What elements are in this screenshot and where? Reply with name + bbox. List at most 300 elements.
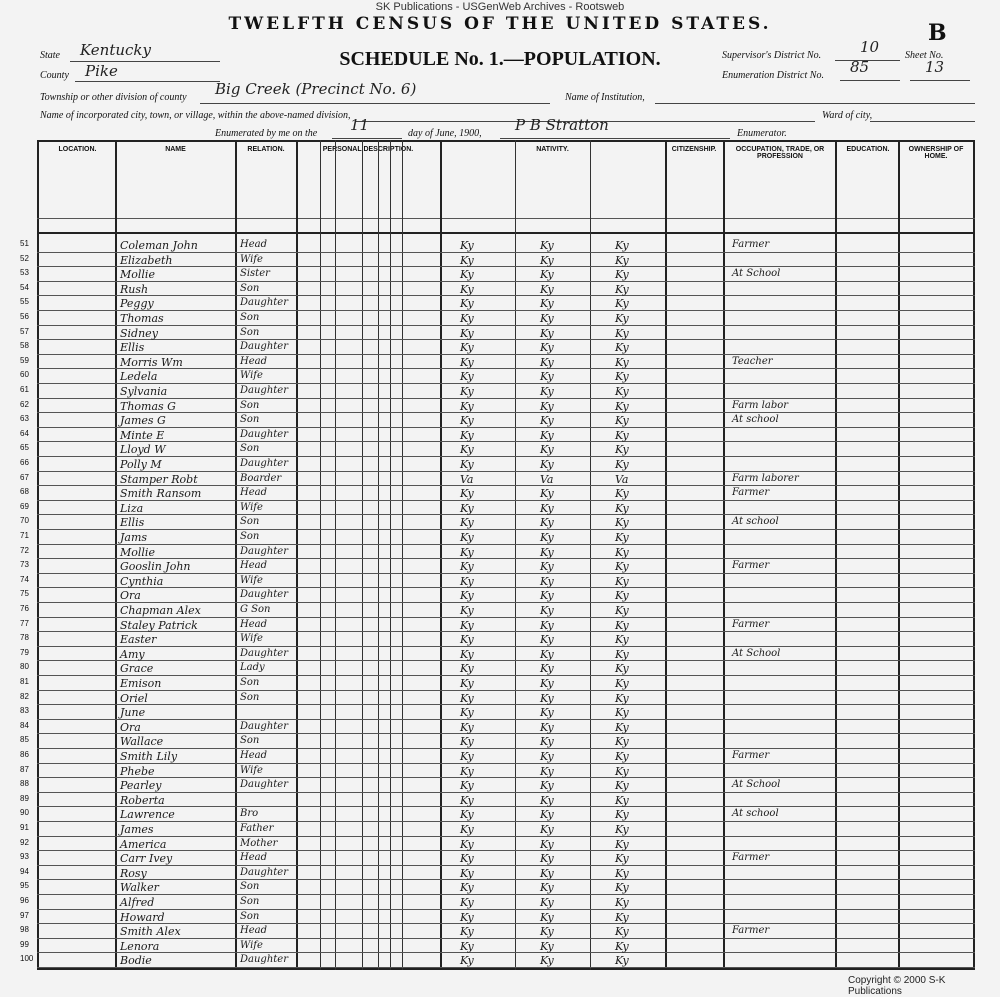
birthplace-father: Ky <box>540 662 554 676</box>
divider-relation <box>296 140 298 970</box>
birthplace-person: Ky <box>460 443 474 457</box>
birthplace-person: Ky <box>460 662 474 676</box>
person-relation: Son <box>240 735 260 747</box>
divider-education <box>898 140 900 970</box>
person-name: Mollie <box>120 268 155 282</box>
row-rule <box>37 514 975 515</box>
row-rule <box>37 894 975 895</box>
birthplace-mother: Ky <box>615 487 629 501</box>
birthplace-mother: Ky <box>615 881 629 895</box>
birthplace-father: Ky <box>540 312 554 325</box>
birthplace-mother: Ky <box>615 939 629 953</box>
row-number: 72 <box>20 545 29 555</box>
person-relation: Son <box>240 443 260 455</box>
birthplace-mother: Va <box>615 472 629 486</box>
birthplace-person: Ky <box>460 239 474 252</box>
row-number: 60 <box>20 370 29 380</box>
row-rule <box>37 471 975 472</box>
row-rule <box>37 660 975 661</box>
row-rule <box>37 821 975 822</box>
birthplace-father: Ky <box>540 677 554 690</box>
row-number: 98 <box>20 925 29 935</box>
row-rule <box>37 748 975 749</box>
row-rule <box>37 967 975 968</box>
enumerator-value: P B Stratton <box>515 116 609 134</box>
row-number: 62 <box>20 399 29 409</box>
row-number: 77 <box>20 618 29 628</box>
sheet-value: 13 <box>925 58 945 76</box>
birthplace-person: Ky <box>460 691 474 705</box>
birthplace-person: Ky <box>460 954 474 968</box>
row-number: 54 <box>20 282 29 292</box>
row-number: 94 <box>20 866 29 876</box>
birthplace-person: Ky <box>460 326 474 340</box>
divider-personal <box>440 140 442 970</box>
row-rule <box>37 704 975 705</box>
birthplace-mother: Ky <box>615 750 629 763</box>
occupation: At school <box>732 414 779 426</box>
birthplace-father: Ky <box>540 866 554 880</box>
watermark-text: SK Publications - USGenWeb Archives - Rootsweb <box>375 1 625 13</box>
birthplace-person: Ky <box>460 720 474 734</box>
enumeration-district-label: Enumeration District No. <box>722 70 824 81</box>
header-location: LOCATION. <box>58 146 97 153</box>
birthplace-person: Ky <box>460 925 474 939</box>
birthplace-person: Ky <box>460 764 474 778</box>
row-number: 63 <box>20 414 29 424</box>
person-relation: Head <box>240 487 268 499</box>
birthplace-father: Ky <box>540 428 554 442</box>
row-rule <box>37 675 975 676</box>
birthplace-father: Ky <box>540 560 554 574</box>
person-relation: Son <box>240 414 260 426</box>
row-number: 73 <box>20 560 29 570</box>
row-number: 68 <box>20 487 29 497</box>
person-relation: Wife <box>240 501 263 513</box>
person-name: Gooslin John <box>120 560 191 574</box>
birthplace-father: Ky <box>540 282 554 296</box>
occupation: Farmer <box>732 618 770 630</box>
person-name: Sidney <box>120 326 158 340</box>
row-rule <box>37 383 975 384</box>
birthplace-father: Ky <box>540 881 554 895</box>
person-relation: Head <box>240 852 268 864</box>
person-name: Bodie <box>120 954 152 968</box>
row-rule <box>37 587 975 588</box>
birthplace-father: Ky <box>540 852 554 866</box>
birthplace-mother: Ky <box>615 355 629 369</box>
birthplace-father: Ky <box>540 910 554 924</box>
person-name: Phebe <box>120 764 155 778</box>
birthplace-person: Ky <box>460 633 474 647</box>
person-name: Ledela <box>120 370 158 384</box>
person-relation: Daughter <box>240 428 288 440</box>
row-rule <box>37 427 975 428</box>
birthplace-person: Ky <box>460 516 474 530</box>
birthplace-mother: Ky <box>615 385 629 398</box>
row-rule <box>37 763 975 764</box>
person-relation: Son <box>240 691 260 703</box>
birthplace-person: Ky <box>460 808 474 822</box>
birthplace-mother: Ky <box>615 458 629 471</box>
row-number: 67 <box>20 472 29 482</box>
person-name: Grace <box>120 662 154 676</box>
birthplace-person: Ky <box>460 779 474 793</box>
person-relation: Son <box>240 326 260 338</box>
row-number: 66 <box>20 458 29 467</box>
person-name: Stamper Robt <box>120 472 198 486</box>
incorporated-label: Name of incorporated city, town, or village, within the above-named division, <box>40 110 351 121</box>
occupation: Farmer <box>732 239 770 250</box>
person-name: Thomas <box>120 312 164 325</box>
header-nativity: NATIVITY. <box>536 146 569 153</box>
person-name: America <box>120 837 167 851</box>
birthplace-mother: Ky <box>615 574 629 588</box>
row-number: 100 <box>20 954 34 964</box>
person-relation: Wife <box>240 253 263 265</box>
person-name: Oriel <box>120 691 148 705</box>
birthplace-person: Ky <box>460 852 474 866</box>
person-relation: Head <box>240 560 268 572</box>
birthplace-father: Ky <box>540 253 554 267</box>
birthplace-person: Ky <box>460 735 474 749</box>
occupation: Farmer <box>732 852 770 864</box>
birthplace-person: Ky <box>460 385 474 398</box>
birthplace-father: Ky <box>540 808 554 822</box>
enumerator-label: Enumerator. <box>737 128 787 139</box>
birthplace-mother: Ky <box>615 414 629 428</box>
birthplace-mother: Ky <box>615 399 629 413</box>
birthplace-father: Ky <box>540 487 554 501</box>
birthplace-mother: Ky <box>615 428 629 442</box>
occupation: Farm laborer <box>732 472 799 484</box>
birthplace-father: Ky <box>540 837 554 851</box>
birthplace-person: Ky <box>460 939 474 953</box>
row-number: 56 <box>20 312 29 321</box>
occupation: Farmer <box>732 750 770 761</box>
person-name: Ellis <box>120 516 145 530</box>
birthplace-person: Ky <box>460 837 474 851</box>
person-relation: Father <box>240 823 274 834</box>
person-relation: Daughter <box>240 647 288 659</box>
person-relation: Head <box>240 355 268 367</box>
person-relation: Mother <box>240 837 278 849</box>
institution-line <box>655 89 975 104</box>
row-rule <box>37 806 975 807</box>
person-name: Rosy <box>120 866 147 880</box>
birthplace-father: Ky <box>540 939 554 953</box>
birthplace-mother: Ky <box>615 326 629 340</box>
row-rule <box>37 923 975 924</box>
birthplace-father: Ky <box>540 647 554 661</box>
state-value: Kentucky <box>80 41 151 59</box>
row-number: 95 <box>20 881 29 891</box>
birthplace-mother: Ky <box>615 852 629 866</box>
person-relation: Daughter <box>240 297 288 309</box>
row-rule <box>37 412 975 413</box>
row-number: 82 <box>20 691 29 701</box>
header-ownership: OWNERSHIP OF HOME. <box>908 146 964 160</box>
birthplace-mother: Ky <box>615 633 629 647</box>
person-name: Coleman John <box>120 239 198 252</box>
row-number: 78 <box>20 633 29 643</box>
row-rule <box>37 865 975 866</box>
birthplace-person: Ky <box>460 574 474 588</box>
row-number: 65 <box>20 443 29 453</box>
row-number: 87 <box>20 764 29 774</box>
person-name: Smith Alex <box>120 925 181 939</box>
enumeration-district-value: 85 <box>850 58 870 76</box>
supervisor-value: 10 <box>860 38 880 56</box>
row-rule <box>37 836 975 837</box>
birthplace-person: Va <box>460 472 474 486</box>
person-name: Ora <box>120 589 141 603</box>
row-rule <box>37 456 975 457</box>
row-number: 80 <box>20 662 29 672</box>
person-name: Lenora <box>120 939 160 953</box>
sheet-no-label: Sheet No. <box>905 50 944 61</box>
birthplace-person: Ky <box>460 501 474 515</box>
birthplace-person: Ky <box>460 399 474 413</box>
person-relation: Son <box>240 881 260 893</box>
birthplace-person: Ky <box>460 910 474 924</box>
county-label: County <box>40 70 69 81</box>
row-number: 59 <box>20 355 29 365</box>
day-of-label: day of June, 1900, <box>408 128 482 139</box>
row-number: 86 <box>20 750 29 759</box>
divider-citizenship <box>723 140 725 970</box>
birthplace-person: Ky <box>460 268 474 282</box>
person-name: Lawrence <box>120 808 175 822</box>
census-title: TWELFTH CENSUS OF THE UNITED STATES. <box>228 14 772 34</box>
birthplace-person: Ky <box>460 545 474 559</box>
row-rule <box>37 777 975 778</box>
birthplace-mother: Ky <box>615 925 629 939</box>
birthplace-mother: Ky <box>615 764 629 778</box>
township-value: Big Creek (Precinct No. 6) <box>215 80 417 98</box>
birthplace-mother: Ky <box>615 501 629 515</box>
birthplace-person: Ky <box>460 487 474 501</box>
birthplace-father: Ky <box>540 954 554 968</box>
birthplace-person: Ky <box>460 458 474 471</box>
birthplace-mother: Ky <box>615 312 629 325</box>
birthplace-father: Ky <box>540 750 554 763</box>
birthplace-mother: Ky <box>615 954 629 968</box>
copyright-text: Copyright © 2000 S-K Publications <box>848 975 946 997</box>
birthplace-person: Ky <box>460 823 474 836</box>
birthplace-mother: Ky <box>615 618 629 632</box>
person-relation: Sister <box>240 268 270 280</box>
person-name: Mollie <box>120 545 155 559</box>
person-name: Lloyd W <box>120 443 166 457</box>
row-number: 58 <box>20 341 29 351</box>
person-relation: Head <box>240 750 268 761</box>
birthplace-father: Ky <box>540 633 554 647</box>
person-name: Ellis <box>120 341 145 355</box>
birthplace-person: Ky <box>460 531 474 544</box>
birthplace-father: Ky <box>540 370 554 384</box>
row-number: 79 <box>20 647 29 657</box>
row-number: 85 <box>20 735 29 745</box>
birthplace-person: Ky <box>460 341 474 355</box>
birthplace-person: Ky <box>460 370 474 384</box>
person-name: Peggy <box>120 297 154 311</box>
row-number: 91 <box>20 823 29 832</box>
birthplace-person: Ky <box>460 647 474 661</box>
row-rule <box>37 529 975 530</box>
header-occupation: OCCUPATION, TRADE, OR PROFESSION <box>735 146 825 160</box>
person-relation: G Son <box>240 604 271 615</box>
birthplace-father: Ky <box>540 618 554 632</box>
birthplace-father: Ky <box>540 735 554 749</box>
birthplace-father: Ky <box>540 589 554 603</box>
row-rule <box>37 544 975 545</box>
person-name: Howard <box>120 910 165 924</box>
row-rule <box>37 558 975 559</box>
birthplace-father: Ky <box>540 793 554 807</box>
birthplace-person: Ky <box>460 355 474 369</box>
row-rule <box>37 879 975 880</box>
person-relation: Head <box>240 618 268 630</box>
birthplace-father: Ky <box>540 604 554 617</box>
person-name: Roberta <box>120 793 165 807</box>
row-rule <box>37 733 975 734</box>
row-rule <box>37 325 975 326</box>
birthplace-person: Ky <box>460 750 474 763</box>
row-rule <box>37 354 975 355</box>
person-name: Walker <box>120 881 159 895</box>
birthplace-father: Ky <box>540 414 554 428</box>
row-rule <box>37 850 975 851</box>
row-rule <box>37 339 975 340</box>
ward-line <box>870 107 975 122</box>
row-number: 90 <box>20 808 29 818</box>
row-number: 55 <box>20 297 29 307</box>
birthplace-person: Ky <box>460 866 474 880</box>
county-value: Pike <box>85 62 118 80</box>
row-rule <box>37 792 975 793</box>
person-name: Cynthia <box>120 574 164 588</box>
birthplace-mother: Ky <box>615 253 629 267</box>
birthplace-mother: Ky <box>615 589 629 603</box>
person-name: Smith Lily <box>120 750 178 763</box>
row-rule <box>37 719 975 720</box>
birthplace-mother: Ky <box>615 560 629 574</box>
person-relation: Daughter <box>240 720 288 732</box>
divider-age <box>390 140 391 970</box>
supervisor-label: Supervisor's District No. <box>722 50 822 61</box>
row-number: 76 <box>20 604 29 613</box>
divider-color <box>320 140 321 970</box>
birthplace-father: Ky <box>540 574 554 588</box>
birthplace-father: Ky <box>540 896 554 909</box>
header-relation: RELATION. <box>247 146 285 153</box>
birthplace-father: Ky <box>540 297 554 311</box>
birthplace-mother: Ky <box>615 691 629 705</box>
occupation: At School <box>732 779 781 791</box>
row-number: 57 <box>20 326 29 336</box>
row-number: 52 <box>20 253 29 263</box>
person-name: Morris Wm <box>120 355 183 369</box>
row-number: 71 <box>20 531 29 540</box>
person-relation: Son <box>240 896 260 907</box>
birthplace-father: Ky <box>540 823 554 836</box>
row-number: 75 <box>20 589 29 599</box>
row-number: 96 <box>20 896 29 905</box>
person-relation: Daughter <box>240 866 288 878</box>
row-rule <box>37 398 975 399</box>
birthplace-father: Ky <box>540 764 554 778</box>
row-number: 93 <box>20 852 29 862</box>
birthplace-person: Ky <box>460 560 474 574</box>
occupation: Farmer <box>732 560 770 572</box>
schedule-title: SCHEDULE No. 1.—POPULATION. <box>339 48 661 70</box>
header-personal: PERSONAL DESCRIPTION. <box>322 146 414 153</box>
enumerated-label: Enumerated by me on the <box>215 128 318 139</box>
birthplace-mother: Ky <box>615 443 629 457</box>
birthplace-father: Ky <box>540 706 554 720</box>
row-number: 97 <box>20 910 29 920</box>
occupation: Farmer <box>732 925 770 937</box>
birthplace-father: Ky <box>540 355 554 369</box>
person-relation: Wife <box>240 939 263 951</box>
person-relation: Son <box>240 399 260 411</box>
birthplace-father: Ky <box>540 925 554 939</box>
person-name: Polly M <box>120 458 162 471</box>
person-name: Jams <box>120 531 148 544</box>
person-name: Chapman Alex <box>120 604 201 617</box>
row-number: 88 <box>20 779 29 789</box>
person-relation: Boarder <box>240 472 282 484</box>
person-relation: Bro <box>240 808 259 820</box>
birthplace-person: Ky <box>460 706 474 720</box>
divider-marital <box>402 140 403 970</box>
row-rule <box>37 281 975 282</box>
birthplace-person: Ky <box>460 253 474 267</box>
divider-name <box>235 140 237 970</box>
row-number: 53 <box>20 268 29 278</box>
person-relation: Son <box>240 516 260 528</box>
row-rule <box>37 310 975 311</box>
birthplace-person: Ky <box>460 297 474 311</box>
sheet-letter: B <box>928 20 947 46</box>
person-relation: Wife <box>240 633 263 645</box>
ed-line <box>840 66 900 81</box>
person-name: Amy <box>120 647 145 661</box>
birthplace-mother: Ky <box>615 706 629 720</box>
birthplace-father: Ky <box>540 326 554 340</box>
person-name: Smith Ransom <box>120 487 202 501</box>
person-name: James <box>120 823 154 836</box>
birthplace-father: Ky <box>540 268 554 282</box>
person-name: Ora <box>120 720 141 734</box>
occupation: At school <box>732 808 779 820</box>
person-name: Staley Patrick <box>120 618 198 632</box>
row-number: 70 <box>20 516 29 526</box>
birthplace-mother: Ky <box>615 720 629 734</box>
birthplace-mother: Ky <box>615 823 629 836</box>
person-relation: Son <box>240 312 260 323</box>
occupation: At school <box>732 516 779 528</box>
birthplace-mother: Ky <box>615 282 629 296</box>
institution-label: Name of Institution, <box>565 92 645 103</box>
row-rule <box>37 602 975 603</box>
occupation: At School <box>732 647 781 659</box>
birthplace-mother: Ky <box>615 647 629 661</box>
birthplace-mother: Ky <box>615 341 629 355</box>
divider-nativity <box>665 140 667 970</box>
person-relation: Son <box>240 531 260 542</box>
